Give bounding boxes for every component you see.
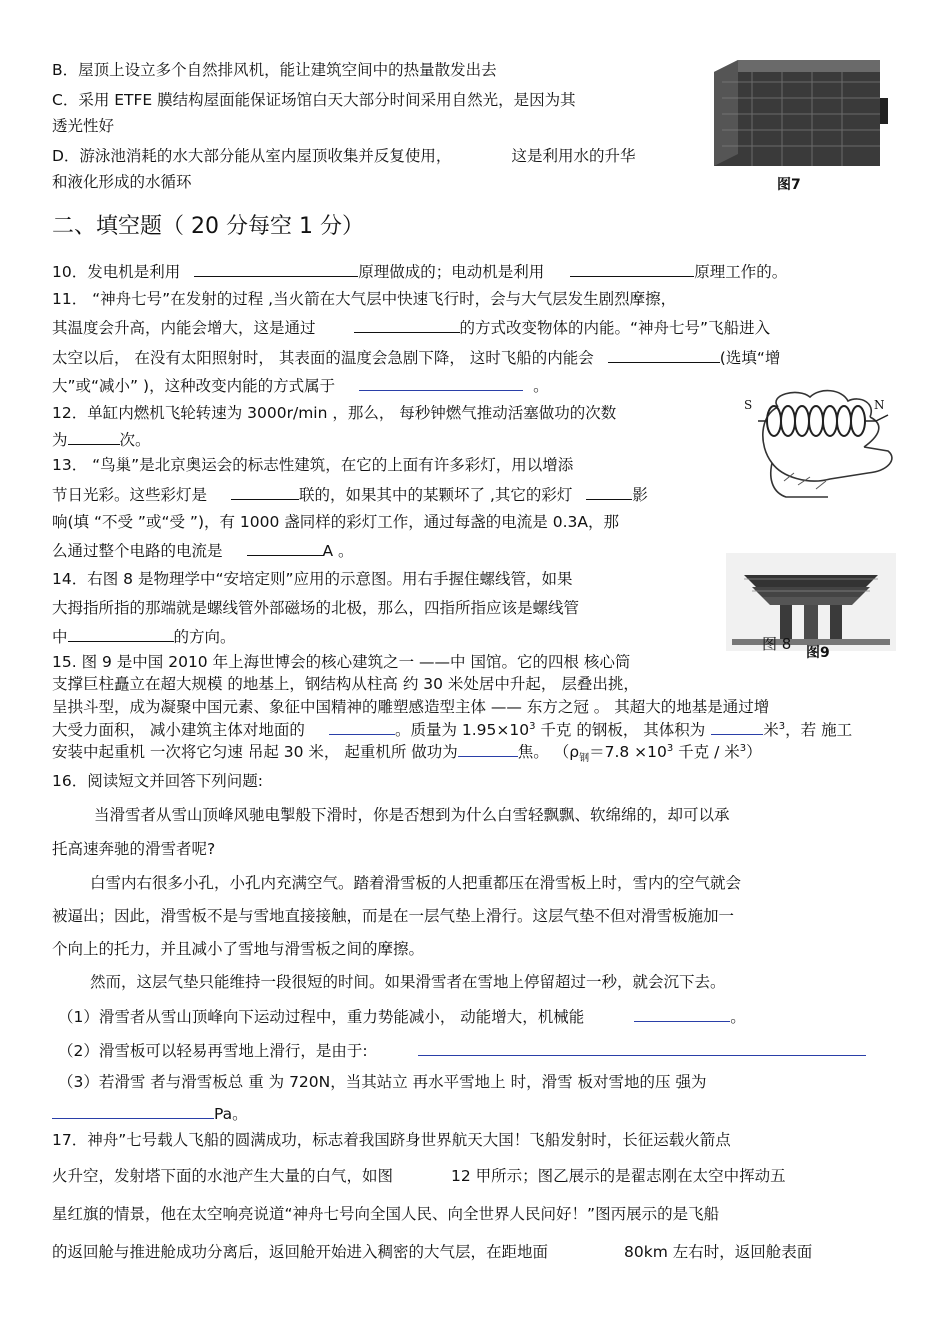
blank[interactable] xyxy=(608,347,720,363)
question-10: 10．发电机是利用 原理做成的；电动机是利用 原理工作的。 xyxy=(52,263,788,281)
blank[interactable] xyxy=(586,484,632,500)
option-c-line2: 透光性好 xyxy=(52,117,115,135)
question-15-line5: 安装中起重机 一次将它匀速 吊起 30 米， 起重机所 做功为 焦。 （$\rho_钢=7.8 \times 10^3$ 千克 / 米$^3$） xyxy=(52,742,762,765)
sub-question-3-answer: Pa。 xyxy=(52,1103,248,1124)
question-17-line2: 火升空，发射塔下面的水池产生大量的白气，如图 12 甲所示；图乙展示的是翟志刚在太空中挥动五 xyxy=(52,1167,786,1185)
blank[interactable] xyxy=(329,719,395,735)
passage-p1-line1: 当滑雪者从雪山顶峰风驰电掣般下滑时，你是否想到为什么白雪轻飘飘、软绵绵的，却可以承 xyxy=(94,806,730,824)
blank[interactable] xyxy=(359,375,523,391)
sub-question-3: （3）若滑雪 者与滑雪板总 重 为 720N，当其站立 再水平雪地上 时，滑雪 板对雪地的压 强为 xyxy=(58,1073,707,1091)
question-12-line2: 为 次。 xyxy=(52,431,151,449)
question-11-line4: 大”或“减小” )，这种改变内能的方式属于 。 xyxy=(52,377,549,395)
question-14-line3: 中 的方向。 xyxy=(52,628,236,646)
option-c-line1: C．采用 ETFE 膜结构屋面能保证场馆白天大部分时间采用自然光，是因为其 xyxy=(52,91,576,109)
blank[interactable] xyxy=(418,1040,866,1056)
question-15-line3: 呈拱斗型，成为凝聚中国元素、象征中国精神的雕塑感造型主体 —— 东方之冠 。 其超大的地基是通过增 xyxy=(52,698,770,716)
question-15-line2: 支撑巨柱矗立在超大规模 的地基上，钢结构从柱高 约 30 米处居中升起， 层叠出挑， xyxy=(52,675,639,693)
option-b: B．屋顶上设立多个自然排风机，能让建筑空间中的热量散发出去 xyxy=(52,61,497,79)
question-17-line4: 的返回舱与推进舱成功分离后，返回舱开始进入稠密的大气层，在距地面 80km 左右时，返回舱表面 xyxy=(52,1243,813,1261)
figure-7-image xyxy=(712,58,890,170)
figure-9-caption: 图9 xyxy=(806,645,830,661)
blank[interactable] xyxy=(68,626,174,642)
blank[interactable] xyxy=(570,261,694,277)
question-13-line3: 响(填 “不受 ”或“受 ”)，有 1000 盏同样的彩灯工作，通过每盏的电流是 0.3A，那 xyxy=(52,513,619,531)
passage-p1-line2: 托高速奔驰的滑雪者呢? xyxy=(52,840,216,858)
option-d-line2: 和液化形成的水循环 xyxy=(52,173,192,191)
blank[interactable] xyxy=(354,317,460,333)
question-11-line2: 其温度会升高，内能会增大，这是通过 的方式改变物体的内能。“神舟七号”飞船进入 xyxy=(52,319,771,337)
option-d-line1: D．游泳池消耗的水大部分能从室内屋顶收集并反复使用， 这是利用水的升华 xyxy=(52,147,636,165)
question-14-line2: 大拇指所指的那端就是螺线管外部磁场的北极，那么，四指所指应该是螺线管 xyxy=(52,599,580,617)
blank[interactable] xyxy=(194,261,358,277)
question-11-line1: 11． “神舟七号”在发射的过程 ,当火箭在大气层中快速飞行时，会与大气层发生剧烈摩擦， xyxy=(52,290,677,308)
question-15-line4: 大受力面积， 减小建筑主体对地面的 。质量为 $1.95\times 10^3$ 千克 的钢板， 其体积为 米$^3$，若 施工 xyxy=(52,720,853,739)
blank[interactable] xyxy=(711,719,763,735)
question-17-line1: 17．神舟”七号载人飞船的圆满成功，标志着我国跻身世界航天大国！飞船发射时，长征运载火箭点 xyxy=(52,1131,731,1149)
passage-p3: 然而，这层气垫只能维持一段很短的时间。如果滑雪者在雪地上停留超过一秒，就会沉下去。 xyxy=(90,973,726,991)
question-11-line3: 太空以后， 在没有太阳照射时， 其表面的温度会急剧下降， 这时飞船的内能会 (选填“增 xyxy=(52,349,781,367)
question-14-line1: 14．右图 8 是物理学中“安培定则”应用的示意图。用右手握住螺线管，如果 xyxy=(52,570,573,588)
section-heading: 二、填空题（ 20 分每空 1 分） xyxy=(52,214,364,239)
question-13-line4: 么通过整个电路的电流是 A 。 xyxy=(52,542,354,560)
figure-8-caption: 图 8 xyxy=(762,635,792,653)
passage-p2-line2: 被逼出；因此，滑雪板不是与雪地直接接触，而是在一层气垫上滑行。这层气垫不但对滑雪板施加一 xyxy=(52,907,735,925)
figure-7-caption: 图7 xyxy=(777,177,801,193)
solenoid-north-label: N xyxy=(874,398,885,412)
sub-question-1: （1）滑雪者从雪山顶峰向下运动过程中，重力势能减小， 动能增大，机械能 。 xyxy=(58,1008,746,1026)
blank[interactable] xyxy=(634,1006,730,1022)
question-13-line2: 节日光彩。这些彩灯是 联的，如果其中的某颗坏了 ,其它的彩灯 影 xyxy=(52,486,648,504)
solenoid-south-label: S xyxy=(744,398,753,412)
question-12-line1: 12．单缸内燃机飞轮转速为 3000r/min ，那么， 每秒钟燃气推动活塞做功的次数 xyxy=(52,404,617,422)
blank[interactable] xyxy=(68,429,120,445)
passage-p2-line1: 白雪内右很多小孔，小孔内充满空气。踏着滑雪板的人把重都压在滑雪板上时，雪内的空气就会 xyxy=(90,874,742,892)
question-13-line1: 13． “鸟巢”是北京奥运会的标志性建筑，在它的上面有许多彩灯，用以增添 xyxy=(52,456,574,474)
passage-p2-line3: 个向上的托力，并且减小了雪地与滑雪板之间的摩擦。 xyxy=(52,940,425,958)
sub-question-2: （2）滑雪板可以轻易再雪地上滑行，是由于: xyxy=(58,1040,866,1061)
figure-9-pavilion-image xyxy=(726,553,896,651)
blank[interactable] xyxy=(231,484,299,500)
blank[interactable] xyxy=(247,540,323,556)
question-16: 16．阅读短文并回答下列问题: xyxy=(52,772,263,790)
blank[interactable] xyxy=(52,1103,214,1119)
question-15-line1: 15. 图 9 是中国 2010 年上海世博会的核心建筑之一 ——中 国馆。它的四根 核心筒 xyxy=(52,653,631,671)
question-17-line3: 星红旗的情景，他在太空响亮说道“神舟七号向全国人民、向全世界人民问好！”图丙展示的是飞船 xyxy=(52,1205,720,1223)
blank[interactable] xyxy=(458,741,518,757)
